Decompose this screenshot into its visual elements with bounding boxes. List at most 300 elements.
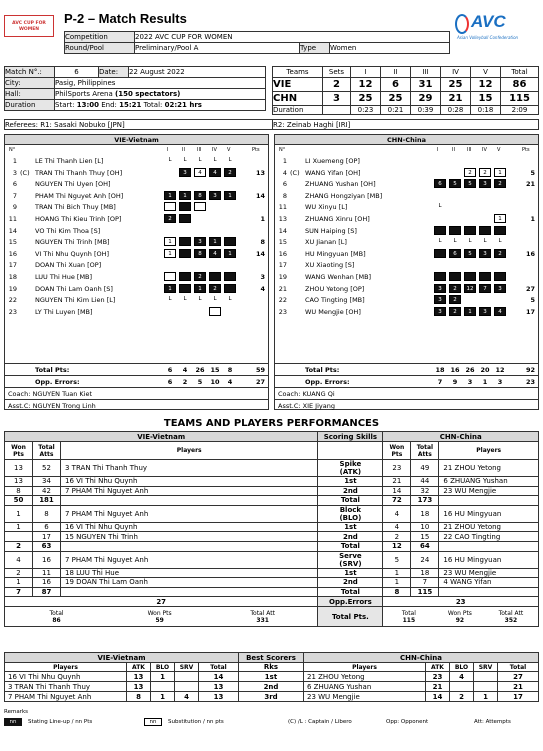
- perf-row: [5, 587, 539, 597]
- asst-coach-label: Asst.C:: [278, 402, 303, 410]
- player-row: [5, 306, 268, 318]
- opponent-legend: Opp: Opponent: [386, 719, 429, 725]
- set-col-label: III: [197, 147, 202, 153]
- score-table: [272, 66, 539, 115]
- set-total: 2: [182, 378, 188, 386]
- duration-value: [55, 100, 266, 111]
- coach-name: KUANG Qi: [302, 390, 335, 398]
- set-duration: 0:28: [441, 106, 471, 115]
- total-atts: 18: [411, 568, 439, 578]
- skill-rank: Total: [318, 541, 383, 551]
- rotation-box: [194, 202, 206, 211]
- player-name: HOANG Thi Kieu Trinh [OP]: [35, 214, 122, 223]
- player-row: [5, 155, 268, 167]
- player-number: 7: [12, 191, 17, 200]
- player-number: 13: [278, 214, 287, 223]
- total-atts: 181: [33, 496, 61, 506]
- player-number: 21: [278, 284, 287, 293]
- end-time: 15:21: [119, 101, 142, 109]
- skill-rank: Total: [318, 496, 383, 506]
- set-total: 12: [495, 366, 505, 374]
- asst-coach-name: XIE Jiyang: [302, 402, 335, 410]
- player: [61, 496, 318, 506]
- team-header: VIE-Vietnam: [5, 135, 268, 145]
- set-col-label: I: [437, 147, 439, 153]
- total-atts: 15: [411, 532, 439, 542]
- competition-label: Competition: [65, 32, 135, 43]
- total-atts: 6: [33, 522, 61, 532]
- rotation-box: L: [213, 296, 217, 303]
- set-total: 20: [480, 366, 490, 374]
- number-col-label: N°: [9, 147, 16, 153]
- rotation-box: 3: [179, 168, 191, 177]
- player-name: VO Thi Kim Thoa [S]: [35, 226, 101, 235]
- total-label: Total:: [143, 101, 163, 109]
- set-total: 4: [182, 366, 188, 374]
- rotation-box: L: [183, 296, 187, 303]
- player-number: 19: [278, 272, 287, 281]
- rotation-box: 3: [479, 307, 491, 316]
- roster-column-header: [5, 145, 268, 155]
- stat: [151, 682, 175, 692]
- player-number: 23: [8, 307, 17, 316]
- total-col-label: Total: [501, 67, 539, 78]
- rotation-box: 4: [194, 168, 206, 177]
- rotation-box: L: [438, 203, 442, 210]
- roster-column-header: [275, 145, 538, 155]
- rotation-box: 1: [209, 237, 221, 246]
- coach-name: NGUYEN Tuan Kiet: [32, 390, 93, 398]
- rotation-box: 1: [494, 168, 506, 177]
- opp-errors-row: [5, 375, 268, 386]
- sets-won: 3: [323, 92, 351, 106]
- player-row: [275, 294, 538, 306]
- rotation-box: 2: [224, 168, 236, 177]
- player-name: LUU Thi Hue [MB]: [35, 272, 93, 281]
- total: 13: [199, 692, 239, 702]
- perf-row: [5, 522, 539, 532]
- captain-legend: (C) /L : Captain / Libero: [288, 719, 352, 725]
- stat: [175, 672, 199, 682]
- player-name: NGUYEN Thi Kim Lien [L]: [35, 296, 116, 305]
- rotation-box: L: [213, 157, 217, 163]
- player-number: 22: [278, 296, 287, 305]
- teams-label: Teams: [273, 67, 323, 78]
- rotation-box: [209, 307, 221, 316]
- player-points: 21: [525, 180, 535, 189]
- coach-row: [5, 387, 268, 399]
- rotation-box: [479, 272, 491, 281]
- rotation-box: [164, 202, 176, 211]
- player-name: ZHANG Hongziyan [MB]: [305, 191, 383, 200]
- rotation-box: 5: [464, 179, 476, 188]
- perf-row: [5, 532, 539, 542]
- player-name: ZHUANG Xinru [OH]: [305, 214, 370, 223]
- remarks-label: Remarks: [4, 709, 28, 715]
- type-value: Women: [330, 43, 450, 54]
- rotation-box: L: [198, 296, 202, 303]
- match-no-value: 6: [55, 67, 99, 78]
- set-score: 25: [351, 92, 381, 106]
- player-row: [275, 225, 538, 237]
- player: 16 VI Thi Nhu Quynh: [61, 522, 318, 532]
- set-label: IV: [441, 67, 471, 78]
- total-value: 352: [504, 616, 518, 624]
- set-duration: 0:23: [351, 106, 381, 115]
- set-col-label: IV: [212, 147, 217, 153]
- coach-row: [275, 387, 538, 399]
- skill-abbr: (SRV): [339, 559, 362, 568]
- player-number: 6: [12, 180, 17, 189]
- player: [439, 496, 539, 506]
- player-points: 17: [525, 307, 535, 316]
- skill-abbr: (BLO): [339, 513, 362, 522]
- player: 4 WANG Yifan: [439, 578, 539, 588]
- opp-errors-row: [5, 597, 539, 607]
- performances-title: TEAMS AND PLAYERS PERFORMANCES: [163, 418, 380, 429]
- set-label: V: [471, 67, 501, 78]
- pts-col-label: Pts: [252, 147, 260, 153]
- player-points: 5: [530, 168, 535, 177]
- player-number: 1: [12, 157, 17, 165]
- total-pts-label: Total Pts.: [318, 607, 383, 627]
- rotation-box: 2: [479, 168, 491, 177]
- won-pts: 1: [5, 505, 33, 522]
- team-code: VIE: [273, 78, 323, 92]
- won-pts: 2: [5, 541, 33, 551]
- total-block: [108, 610, 211, 624]
- player-name: LE Thi Thanh Lien [L]: [35, 157, 104, 165]
- player: [439, 587, 539, 597]
- rotation-box: 4: [494, 307, 506, 316]
- rotation-box: 3: [434, 307, 446, 316]
- rotation-box: 1: [179, 191, 191, 200]
- skill-rank: [318, 505, 383, 522]
- player-number: 16: [278, 249, 287, 258]
- rotation-box: [494, 272, 506, 281]
- total-atts: 18: [411, 505, 439, 522]
- total-atts: 16: [33, 551, 61, 568]
- rotation-box: L: [168, 296, 172, 303]
- player-row: [275, 271, 538, 283]
- set-total: 3: [497, 378, 503, 386]
- won-pts: 14: [383, 486, 411, 496]
- rotation-box: L: [228, 157, 232, 163]
- date-value: 22 August 2022: [129, 67, 266, 78]
- set-total: 16: [450, 366, 460, 374]
- skill-name: Block: [339, 505, 362, 514]
- rotation-box: [179, 272, 191, 281]
- rotation-box: [479, 226, 491, 235]
- set-score: 21: [441, 92, 471, 106]
- rotation-box: 2: [494, 249, 506, 258]
- sum-total: 92: [525, 366, 535, 374]
- player-row: [5, 225, 268, 237]
- won-pts: 2: [383, 532, 411, 542]
- stat: 2: [450, 692, 474, 702]
- asst-coach-row: [5, 399, 268, 411]
- player-points: 13: [255, 168, 265, 177]
- stat: 21: [426, 682, 450, 692]
- perf-row: [5, 551, 539, 568]
- player: 23 WU Mengjie: [439, 568, 539, 578]
- rotation-box: 1: [224, 249, 236, 258]
- rotation-box: L: [483, 238, 487, 245]
- total-value: 86: [52, 616, 61, 624]
- player: 6 ZHUANG Yushan: [439, 477, 539, 487]
- performances-table: [4, 431, 539, 627]
- player-name: NGUYEN Thi Trinh [MB]: [35, 238, 110, 247]
- set-total: 7: [437, 378, 443, 386]
- city-label: City:: [5, 78, 55, 89]
- rotation-box: 4: [209, 249, 221, 258]
- player: 23 WU Mengjie: [304, 692, 426, 702]
- perf-row: [5, 541, 539, 551]
- player-row: [5, 259, 268, 271]
- opp-errors-value: 27: [5, 597, 318, 607]
- team-header: CHN-China: [275, 135, 538, 145]
- set-total: 15: [210, 366, 220, 374]
- total-atts: 87: [33, 587, 61, 597]
- player-points: 4: [260, 284, 265, 293]
- player-number: 1: [282, 157, 287, 165]
- player-number: 18: [8, 272, 17, 281]
- substitution-legend-box: nn: [144, 718, 162, 726]
- player-points: 27: [525, 284, 535, 293]
- player-row: [5, 190, 268, 202]
- set-score: 29: [411, 92, 441, 106]
- player-points: 14: [255, 191, 265, 200]
- total: 17: [498, 692, 539, 702]
- rotation-box: 2: [194, 272, 206, 281]
- best-scorer-row: [5, 682, 539, 692]
- won-pts: 50: [5, 496, 33, 506]
- team-code: CHN: [273, 92, 323, 106]
- player-number: 6: [282, 180, 287, 189]
- round-value: Preliminary/Pool A: [135, 43, 300, 54]
- total-points-row: [5, 363, 268, 374]
- won-pts: 7: [5, 587, 33, 597]
- player-row: [275, 190, 538, 202]
- set-score: 31: [411, 78, 441, 92]
- player-number: 3: [12, 168, 17, 177]
- rotation-box: 2: [449, 307, 461, 316]
- sum-total: 59: [255, 366, 265, 374]
- rotation-box: 5: [464, 249, 476, 258]
- skill-rank: 2nd: [318, 532, 383, 542]
- referee-2: R2: Zeinab Haghi [IRI]: [273, 120, 539, 130]
- total-value: 59: [155, 616, 164, 624]
- skill-rank: 1st: [318, 477, 383, 487]
- player: 16 HU Mingyuan: [439, 505, 539, 522]
- player-row: [5, 201, 268, 213]
- column-label: ATK: [426, 663, 450, 672]
- total-label: Total: [401, 609, 416, 617]
- stat: 4: [450, 672, 474, 682]
- ranks-label: Rks: [239, 663, 304, 672]
- score-row-chn: [273, 92, 539, 106]
- perf-row: [5, 477, 539, 487]
- chn-totals: [383, 607, 539, 627]
- total-atts: 64: [411, 541, 439, 551]
- player-name: ZHOU Yetong [OP]: [305, 284, 365, 293]
- player-name: DOAN Thi Xuan [OP]: [35, 261, 102, 270]
- player-name: NGUYEN Thi Uyen [OH]: [35, 180, 111, 189]
- player: 6 ZHUANG Yushan: [304, 682, 426, 692]
- duration-total: 2:09: [501, 106, 539, 115]
- player-name: WU Mengjie [OH]: [305, 307, 361, 316]
- set-total: 3: [467, 378, 473, 386]
- set-total: 6: [167, 378, 173, 386]
- skill-rank: 2nd: [318, 578, 383, 588]
- player-row: [5, 294, 268, 306]
- player: 19 DOAN Thi Lam Oanh: [61, 578, 318, 588]
- competition-value: 2022 AVC CUP FOR WOMEN: [135, 32, 450, 43]
- captain-mark: (C): [290, 168, 300, 177]
- stat: 4: [175, 692, 199, 702]
- team-header: VIE-Vietnam: [5, 653, 239, 663]
- total-atts: 7: [411, 578, 439, 588]
- stat: [474, 682, 498, 692]
- player-row: [275, 259, 538, 271]
- rotation-box: 2: [449, 284, 461, 293]
- hall-value: [55, 89, 266, 100]
- player-number: 19: [8, 284, 17, 293]
- total: 13: [199, 682, 239, 692]
- opp-errors-label: Opp.Errors: [318, 597, 383, 607]
- won-pts: 4: [383, 522, 411, 532]
- team-header: VIE-Vietnam: [5, 432, 318, 442]
- won-pts: 2: [5, 568, 33, 578]
- set-total: 26: [195, 366, 205, 374]
- column-label: Total Atts: [411, 442, 439, 460]
- stat: [450, 682, 474, 692]
- rotation-box: 1: [164, 249, 176, 258]
- rotation-box: [179, 202, 191, 211]
- won-pts: 8: [5, 486, 33, 496]
- set-duration: 0:39: [411, 106, 441, 115]
- player-name: SUN Haiping [S]: [305, 226, 357, 235]
- rotation-box: [494, 226, 506, 235]
- stat: 14: [426, 692, 450, 702]
- rotation-box: L: [438, 238, 442, 245]
- row-label: Total Pts:: [305, 366, 340, 374]
- set-score: 25: [441, 78, 471, 92]
- total-atts: 24: [411, 551, 439, 568]
- total-label: Total Att: [498, 609, 524, 617]
- total-atts: 42: [33, 486, 61, 496]
- player: 18 LUU Thi Hue: [61, 568, 318, 578]
- rotation-box: [209, 272, 221, 281]
- player-row: [5, 178, 268, 190]
- player-row: [5, 213, 268, 225]
- skill-abbr: (ATK): [339, 468, 362, 476]
- set-duration-label: Duration: [273, 106, 323, 115]
- rotation-box: 1: [224, 191, 236, 200]
- set-label: II: [381, 67, 411, 78]
- total-value: 331: [256, 616, 269, 624]
- player-row: [275, 178, 538, 190]
- rotation-box: L: [183, 157, 187, 163]
- player-name: HU Mingyuan [MB]: [305, 249, 366, 258]
- player-name: WU Xinyu [L]: [305, 203, 348, 212]
- player-number: 22: [8, 296, 17, 305]
- player-number: 14: [278, 226, 287, 235]
- player: [61, 541, 318, 551]
- rotation-box: 6: [434, 179, 446, 188]
- player: 7 PHAM Thi Nguyet Anh: [61, 486, 318, 496]
- best-scorers-title: Best Scorers: [239, 653, 304, 663]
- number-col-label: N°: [279, 147, 286, 153]
- rotation-box: [164, 272, 176, 281]
- set-label: I: [351, 67, 381, 78]
- column-label: Total: [498, 663, 539, 672]
- player-row: [275, 201, 538, 213]
- column-label: SRV: [175, 663, 199, 672]
- total-atts: 44: [411, 477, 439, 487]
- player-row: [275, 248, 538, 260]
- player: 22 CAO Tingting: [439, 532, 539, 542]
- rotation-box: [434, 226, 446, 235]
- total-label: Won Pts: [447, 609, 472, 617]
- player-number: 23: [278, 307, 287, 316]
- stat: [175, 682, 199, 692]
- total-atts: 16: [33, 578, 61, 588]
- set-total: 10: [210, 378, 220, 386]
- player-row: [5, 283, 268, 295]
- rotation-box: 3: [209, 191, 221, 200]
- set-total: 4: [227, 378, 233, 386]
- player: [61, 587, 318, 597]
- column-label: Total: [199, 663, 239, 672]
- column-label: Players: [304, 663, 426, 672]
- avc-logo-icon: [455, 14, 469, 34]
- set-total: 5: [197, 378, 203, 386]
- player-number: 16: [8, 249, 17, 258]
- total-atts: 11: [33, 568, 61, 578]
- column-label: Players: [439, 442, 539, 460]
- starting-legend-text: Stating Line-up / nn Pts: [28, 719, 93, 725]
- rotation-box: 4: [209, 168, 221, 177]
- skill-name: Spike: [339, 460, 362, 468]
- skills-header: Scoring Skills: [318, 432, 383, 442]
- total-atts: 52: [33, 460, 61, 477]
- rotation-box: 2: [164, 214, 176, 223]
- skill-rank: [318, 460, 383, 477]
- won-pts: 1: [383, 578, 411, 588]
- match-no-label: Match N°.:: [5, 67, 55, 78]
- player: 3 TRAN Thi Thanh Thuy: [61, 460, 318, 477]
- won-pts: 1: [5, 578, 33, 588]
- sum-total: 23: [525, 378, 535, 386]
- player-points: 1: [530, 214, 535, 223]
- player: 21 ZHOU Yetong: [304, 672, 426, 682]
- rotation-box: 2: [494, 179, 506, 188]
- rotation-box: 1: [464, 307, 476, 316]
- player-name: LY Thi Luyen [MB]: [35, 307, 93, 316]
- set-col-label: III: [467, 147, 472, 153]
- won-pts: 8: [383, 587, 411, 597]
- total-label: Won Pts: [147, 609, 172, 617]
- sum-total: 27: [255, 378, 265, 386]
- player-row: [5, 271, 268, 283]
- rotation-box: 1: [194, 284, 206, 293]
- type-label: Type: [300, 43, 330, 54]
- set-col-label: II: [452, 147, 455, 153]
- best-scorer-row: [5, 672, 539, 682]
- skill-rank: 1st: [318, 568, 383, 578]
- rotation-box: [434, 249, 446, 258]
